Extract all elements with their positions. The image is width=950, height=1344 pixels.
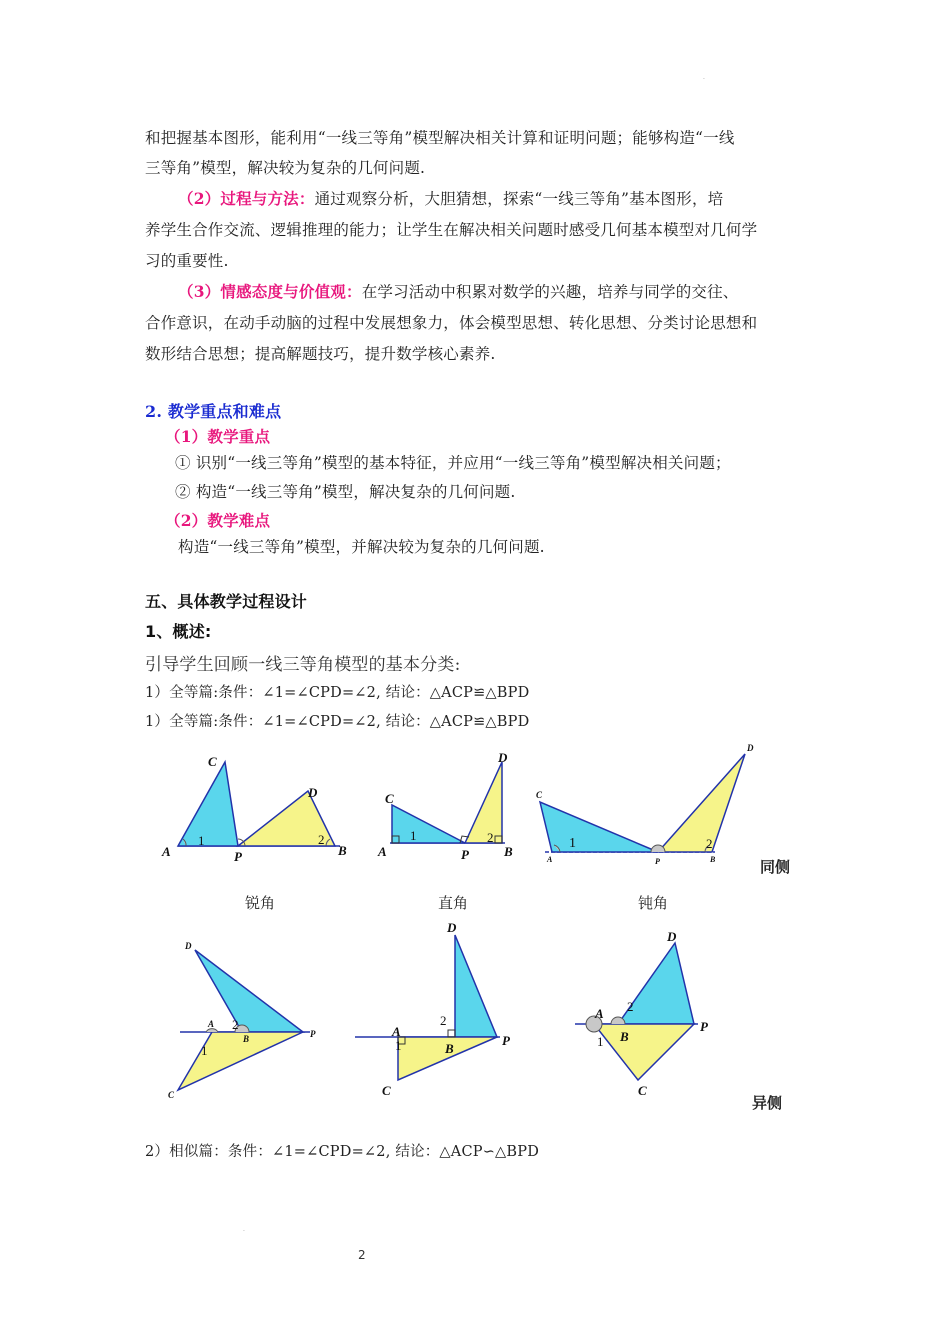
fig5-label-a: A (392, 1024, 401, 1039)
fig1-label-d: D (308, 785, 318, 800)
key-point-2: ② 构造“一线三等角”模型，解决复杂的几何问题. (175, 483, 516, 501)
fig6-label-d: D (667, 929, 677, 944)
fig2-label-d: D (498, 750, 508, 765)
page-mark-top: . (703, 74, 705, 81)
objective-line-2: 三等角”模型，解决较为复杂的几何问题. (145, 159, 426, 177)
caption-acute: 锐角 (245, 894, 276, 912)
fig6-label-a: A (595, 1006, 604, 1021)
fig2-angle-1: 1 (410, 828, 417, 843)
objective-p2-line-3: 习的重要性. (145, 252, 229, 270)
similar-item: 2）相似篇：条件：∠1=∠CPD=∠2, 结论：△ACP∽△BPD (145, 1144, 540, 1160)
page-number: 2 (358, 1248, 366, 1262)
objective-p2-line-1 (178, 189, 723, 209)
fig1-angle-1: 1 (198, 833, 205, 848)
overview-subtitle: 1、概述: (145, 622, 212, 641)
fig2-angle-2: 2 (487, 830, 494, 845)
fig3-label-a: A (547, 855, 553, 864)
fig5-label-p: P (502, 1033, 510, 1048)
congruent-item-2: 1）全等篇:条件：∠1=∠CPD=∠2, 结论：△ACP≌△BPD (145, 714, 530, 730)
overview-intro: 引导学生回顾一线三等角模型的基本分类: (145, 655, 461, 675)
fig4-angle-2: 2 (232, 1017, 239, 1032)
objective-p3-line-2: 合作意识，在动手动脑的过程中发展想象力，体会模型思想、转化思想、分类讨论思想和 (145, 314, 758, 332)
difficulty-label: （2）教学难点 (165, 511, 271, 530)
fig6-angle-2: 2 (627, 999, 634, 1014)
fig2-label-p: P (461, 847, 469, 862)
caption-right: 直角 (438, 894, 469, 912)
fig4-angle-1: 1 (201, 1043, 208, 1058)
fig4-label-d: D (185, 941, 192, 951)
fig3-angle-2: 2 (706, 836, 713, 851)
fig1-angle-2: 2 (318, 832, 325, 847)
fig4-label-c: C (168, 1090, 175, 1100)
fig3-angle-1: 1 (569, 836, 576, 851)
figure-opposite-side-acute (165, 935, 335, 1105)
objective-p2-line-2: 养学生合作交流、逻辑推理的能力；让学生在解决相关问题时感受几何基本模型对几何学 (145, 221, 758, 239)
fig2-label-c: C (385, 791, 394, 806)
section5-title: 五、具体教学过程设计 (145, 592, 308, 611)
opposite-side-label: 异侧 (752, 1094, 783, 1112)
fig2-label-b: B (504, 844, 513, 859)
fig5-angle-2: 2 (440, 1013, 447, 1028)
figure-same-side-obtuse (530, 740, 760, 870)
figure-same-side-right (370, 745, 530, 870)
fig3-label-b: B (710, 855, 716, 864)
fig5-label-d: D (447, 920, 457, 935)
fig4-label-b: B (243, 1034, 250, 1044)
page-mark-bottom: . (243, 1226, 245, 1233)
fig1-label-a: A (162, 844, 171, 859)
fig6-label-b: B (620, 1029, 629, 1044)
key-point-1: ① 识别“一线三等角”模型的基本特征，并应用“一线三等角”模型解决相关问题； (175, 454, 731, 472)
fig3-label-d: D (747, 743, 754, 753)
fig3-label-p: P (655, 857, 660, 866)
fig4-label-a: A (208, 1019, 215, 1029)
congruent-item-1: 1）全等篇:条件：∠1=∠CPD=∠2, 结论：△ACP≌△BPD (145, 685, 530, 701)
fig4-label-p: P (310, 1029, 316, 1039)
attitude-values-text: 在学习活动中积累对数学的兴趣，培养与同学的交往、 (361, 283, 739, 301)
fig6-label-p: P (700, 1019, 708, 1034)
objective-p3-line-1 (178, 282, 739, 302)
caption-obtuse: 钝角 (638, 894, 669, 912)
difficulty-text: 构造“一线三等角”模型，并解决较为复杂的几何问题. (178, 538, 545, 556)
fig6-label-c: C (638, 1083, 647, 1098)
figure-opposite-side-obtuse (570, 925, 730, 1105)
process-method-label: （2）过程与方法： (178, 189, 315, 208)
key-points-label: （1）教学重点 (165, 427, 271, 446)
fig5-angle-1: 1 (395, 1038, 402, 1053)
fig1-label-p: P (234, 849, 242, 864)
figure-same-side-acute (150, 745, 360, 870)
same-side-label: 同侧 (760, 858, 791, 876)
attitude-values-label: （3）情感态度与价值观： (178, 282, 362, 301)
figure-opposite-side-right (350, 915, 525, 1105)
process-method-text: 通过观察分析，大胆猜想，探索“一线三等角”基本图形，培 (314, 190, 724, 208)
objective-line-1: 和把握基本图形，能利用“一线三等角”模型解决相关计算和证明问题；能够构造“一线 (145, 129, 735, 147)
fig5-label-c: C (382, 1083, 391, 1098)
fig1-label-b: B (338, 843, 347, 858)
fig3-label-c: C (536, 790, 543, 800)
fig5-label-b: B (445, 1041, 454, 1056)
fig1-label-c: C (208, 754, 217, 769)
objective-p3-line-3: 数形结合思想；提高解题技巧，提升数学核心素养. (145, 345, 496, 363)
section2-title: 2. 教学重点和难点 (145, 402, 282, 421)
fig2-label-a: A (378, 844, 387, 859)
fig6-angle-1: 1 (597, 1034, 604, 1049)
